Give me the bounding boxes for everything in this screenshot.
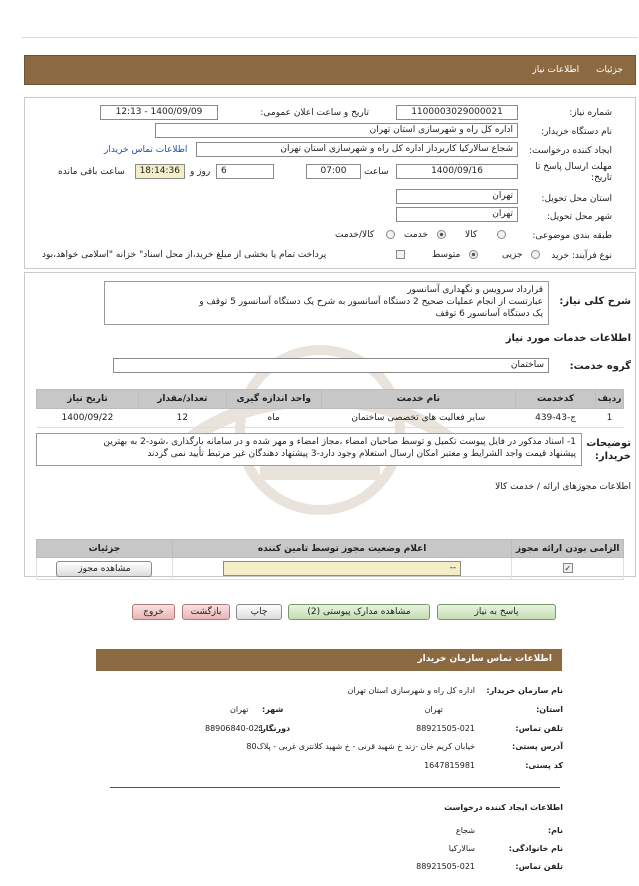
summary-label: شرح کلی نیاز: bbox=[559, 296, 631, 307]
exit-button[interactable]: خروج bbox=[132, 604, 175, 620]
contact-fax-label: دورنگار: bbox=[258, 724, 291, 733]
header-bar bbox=[24, 55, 636, 85]
buyer-notes-label: توضیحات خریدار: bbox=[586, 438, 631, 462]
contact-postal-value: 1647815981 bbox=[424, 761, 475, 770]
days-label: روز و bbox=[190, 167, 211, 177]
buyer-notes-box bbox=[36, 433, 582, 466]
creator-phone-label: تلفن تماس: bbox=[515, 862, 563, 871]
col-status: اعلام وضعیت مجوز توسط تامین کننده bbox=[172, 540, 512, 558]
license-required-cell bbox=[512, 558, 624, 580]
buyer-contact-link[interactable]: اطلاعات تماس خریدار bbox=[104, 145, 188, 155]
cell-unit: ماه bbox=[226, 409, 321, 428]
license-required-checkbox[interactable]: ✓ bbox=[564, 564, 572, 573]
top-divider bbox=[22, 37, 638, 38]
contact-org-value: اداره کل راه و شهرسازی استان تهران bbox=[347, 686, 475, 695]
creator-name-label: نام: bbox=[547, 826, 563, 835]
category-goods-label: کالا bbox=[465, 230, 478, 240]
payment-checkbox[interactable] bbox=[396, 250, 405, 260]
service-group-field: ساختمان bbox=[113, 358, 549, 373]
creator-phone-value: 88921505-021 bbox=[416, 862, 475, 871]
licenses-table bbox=[36, 539, 624, 580]
table-row bbox=[37, 409, 624, 428]
cell-date: 1400/09/22 bbox=[37, 409, 139, 428]
process-partial-radio[interactable] bbox=[531, 250, 540, 260]
back-button[interactable]: بازگشت bbox=[182, 604, 230, 620]
license-details-cell bbox=[37, 558, 173, 580]
contact-phone-label: تلفن تماس: bbox=[515, 724, 563, 733]
licenses-section-title: اطلاعات مجوزهای ارائه / خدمت کالا bbox=[495, 482, 631, 492]
buyer-notes-line-2: پیشنهاد قیمت واجد الشرایط و معتبر امکان ارسال استعلام وجود دارد-3 پیشنهاد دهندگان غیر مرتبط تأیید نمی گردند bbox=[147, 449, 576, 459]
process-partial-label: جزیی bbox=[502, 250, 523, 260]
contact-separator bbox=[110, 787, 560, 788]
service-group-label: گروه خدمت: bbox=[569, 361, 631, 372]
tab-details[interactable]: جزئیات bbox=[596, 65, 623, 75]
contact-address-value: خیابان کریم خان -زند خ شهید قرنی - خ شهید کلانتری غربی - پلاک80 bbox=[246, 742, 475, 751]
contact-fax-value: 88906840-021 bbox=[205, 724, 264, 733]
contact-postal-label: کد پستی: bbox=[525, 761, 563, 770]
license-status-field: -- bbox=[223, 561, 461, 576]
deadline-time-label: ساعت bbox=[364, 167, 389, 177]
remaining-label: ساعت باقی مانده bbox=[58, 167, 125, 177]
announce-label: تاریخ و ساعت اعلان عمومی: bbox=[260, 108, 369, 118]
category-goods-radio[interactable] bbox=[497, 230, 506, 240]
delivery-province-label: استان محل تحویل: bbox=[541, 194, 612, 204]
contact-province-label: استان: bbox=[536, 705, 563, 714]
payment-note: پرداخت تمام یا بخشی از مبلغ خرید،از محل اسناد" خزانه "اسلامی خواهد،بود bbox=[42, 250, 327, 260]
contact-province-value: تهران bbox=[424, 705, 443, 714]
services-table bbox=[36, 389, 624, 428]
col-date: تاریخ نیاز bbox=[37, 390, 139, 409]
announce-field: 1400/09/09 - 12:13 bbox=[100, 105, 218, 120]
col-unit: واحد اندازه گیری bbox=[226, 390, 321, 409]
days-field: 6 bbox=[216, 164, 274, 179]
cell-qty: 12 bbox=[138, 409, 226, 428]
col-details: جزئیات bbox=[37, 540, 173, 558]
print-button[interactable]: چاپ bbox=[236, 604, 282, 620]
category-goods-service-label: کالا/خدمت bbox=[335, 230, 375, 240]
tab-need-info[interactable]: اطلاعات نیاز bbox=[532, 65, 580, 75]
need-number-label: شماره نیاز: bbox=[569, 108, 612, 118]
creator-family-label: نام خانوادگی: bbox=[508, 844, 563, 853]
contact-org-label: نام سازمان خریدار: bbox=[486, 686, 563, 695]
col-required: الزامی بودن ارائه مجوز bbox=[512, 540, 624, 558]
contact-phone-value: 88921505-021 bbox=[416, 724, 475, 733]
contact-address-label: آدرس پستی: bbox=[512, 742, 563, 751]
buyer-field: اداره کل راه و شهرسازی استان تهران bbox=[155, 123, 518, 138]
delivery-city-label: شهر محل تحویل: bbox=[546, 212, 612, 222]
summary-line-3: یک دستگاه آسانسور 6 توقف bbox=[435, 309, 543, 319]
col-name: نام خدمت bbox=[321, 390, 516, 409]
creator-field: شجاع سالارکیا کاربرداز اداره کل راه و شهرسازی استان تهران bbox=[196, 142, 518, 157]
creator-label: ایجاد کننده درخواست: bbox=[529, 146, 612, 156]
creator-section-title: اطلاعات ایجاد کننده درخواست bbox=[444, 803, 563, 812]
category-goods-service-radio[interactable] bbox=[386, 230, 395, 240]
creator-name-value: شجاع bbox=[455, 826, 475, 835]
contact-city-label: شهر: bbox=[262, 705, 284, 714]
creator-family-value: سالارکیا bbox=[448, 844, 475, 853]
cell-name: سایر فعالیت های تخصصی ساختمان bbox=[321, 409, 516, 428]
view-license-button[interactable]: مشاهده مجوز bbox=[56, 561, 152, 577]
deadline-date-field: 1400/09/16 bbox=[396, 164, 518, 179]
license-row bbox=[37, 558, 624, 580]
delivery-city-field: تهران bbox=[396, 207, 518, 222]
remaining-time-field: 18:14:36 bbox=[135, 164, 185, 179]
col-qty: تعداد/مقدار bbox=[138, 390, 226, 409]
contact-section-header: اطلاعات تماس سازمان خریدار bbox=[96, 649, 562, 671]
license-status-cell bbox=[172, 558, 512, 580]
buyer-notes-line-1: 1- اسناد مذکور در فایل پیوست تکمیل و توسط صاحبان امضاء ،مجاز امضاء و مهر شده و در سامانه بارگذاری ،شود-2 به بهترین bbox=[103, 437, 576, 447]
buyer-label: نام دستگاه خریدار: bbox=[541, 127, 612, 137]
contact-city-value: تهران bbox=[230, 705, 249, 714]
summary-line-2: عبارتست از انجام عملیات صحیح 2 دستگاه آسانسور به شرح یک دستگاه آسانسور 5 توقف و bbox=[199, 297, 543, 307]
summary-line-1: قرارداد سرویس و نگهداری آسانسور bbox=[407, 285, 543, 295]
delivery-province-field: تهران bbox=[396, 189, 518, 204]
deadline-time-field: 07:00 bbox=[306, 164, 361, 179]
category-service-label: خدمت bbox=[404, 230, 428, 240]
col-row: ردیف bbox=[596, 390, 624, 409]
reply-button[interactable]: پاسخ به نیاز bbox=[437, 604, 556, 620]
need-number-field: 1100003029000021 bbox=[396, 105, 518, 120]
cell-row: 1 bbox=[596, 409, 624, 428]
attachments-button[interactable]: مشاهده مدارک پیوستی (2) bbox=[288, 604, 430, 620]
deadline-label: مهلت ارسال پاسخ تا تاریخ: bbox=[535, 162, 612, 183]
services-section-title: اطلاعات خدمات مورد نیاز bbox=[505, 333, 631, 344]
process-medium-label: متوسط bbox=[432, 250, 461, 260]
category-service-radio[interactable] bbox=[437, 230, 446, 240]
col-code: کدخدمت bbox=[516, 390, 596, 409]
cell-code: ج-43-439 bbox=[516, 409, 596, 428]
process-type-label: نوع فرآیند: خرید bbox=[551, 251, 612, 261]
summary-box bbox=[104, 281, 549, 325]
process-medium-radio[interactable] bbox=[469, 250, 478, 260]
category-label: طبقه بندی موضوعی: bbox=[532, 231, 612, 241]
